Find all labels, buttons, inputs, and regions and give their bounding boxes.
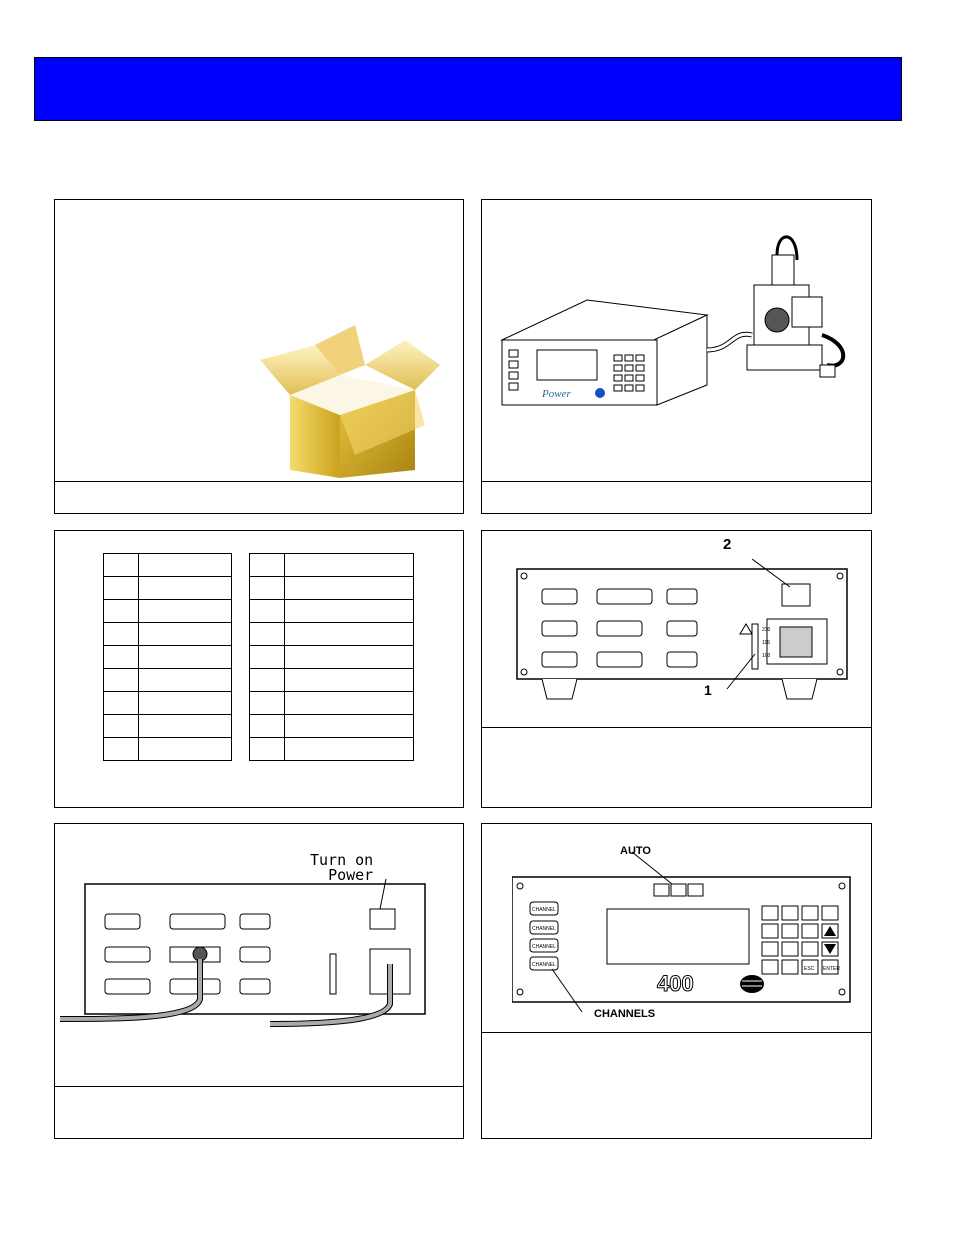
table-row [250,692,414,715]
table-row [104,646,232,669]
voltage-115: 115 [762,640,770,646]
enter-key-label: ENTER [823,966,840,972]
product-name-text: Power [542,388,571,400]
channels-label: CHANNELS [594,1008,656,1020]
esc-key-label: ESC [804,966,815,972]
table-row [104,715,232,738]
panel-pinout-table [54,530,464,808]
panel-front-panel [481,823,872,1139]
model-number: 400 [657,971,694,996]
table-row [250,600,414,623]
panel-rear-voltage [481,530,872,808]
panel-unpacking [54,199,464,514]
pinout-table-right [249,553,414,761]
voltage-230: 230 [762,627,771,633]
channel-button-label: CHANNEL [532,926,556,932]
table-row [250,646,414,669]
rear-panel-illustration [512,559,852,709]
panel-turn-on-power [54,823,464,1139]
voltage-100: 100 [762,653,771,659]
cardboard-box-illustration [255,320,455,480]
table-row [104,577,232,600]
turn-on-line-2: Power [328,866,374,884]
channel-button-label: CHANNEL [532,907,556,913]
table-row [250,554,414,577]
header-banner [34,57,902,121]
table-row [250,738,414,761]
table-row [104,738,232,761]
auto-label: AUTO [620,845,651,857]
callout-1: 1 [704,682,712,698]
table-row [250,623,414,646]
table-row [104,669,232,692]
callout-2: 2 [723,536,732,553]
table-row [104,600,232,623]
panel-system-overview [481,199,872,514]
rear-panel-power-illustration [60,879,460,1029]
table-row [104,554,232,577]
controller-and-flow-meter-illustration [492,215,867,415]
table-row [104,692,232,715]
front-panel-illustration [512,844,852,1014]
pinout-table-left [103,553,232,761]
channel-button-label: CHANNEL [532,962,556,968]
table-row [104,623,232,646]
table-row [250,577,414,600]
table-row [250,715,414,738]
turn-on-line-1: Turn on [310,851,374,869]
channel-button-label: CHANNEL [532,944,556,950]
table-row [250,669,414,692]
